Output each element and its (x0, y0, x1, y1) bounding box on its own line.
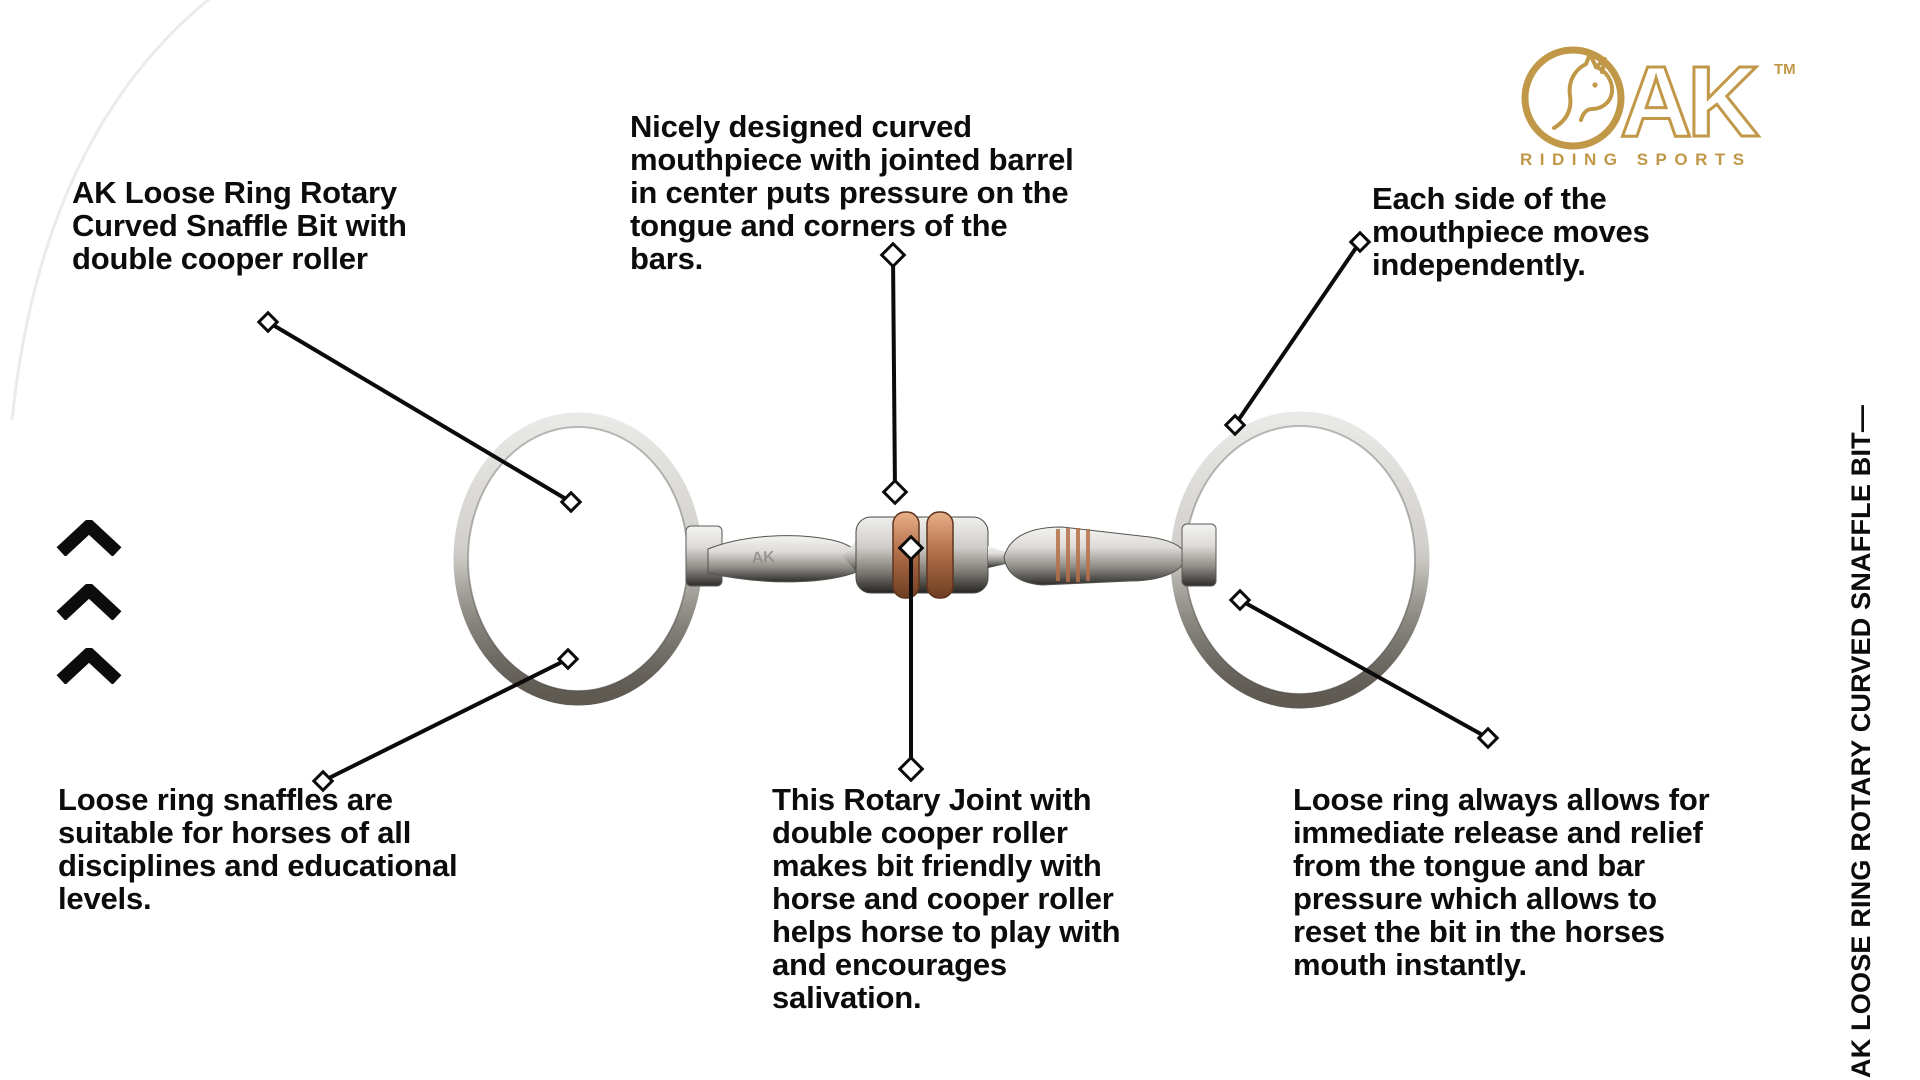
callout-line-text: mouthpiece with jointed barrel (630, 142, 1074, 177)
callout-line-text: AK Loose Ring Rotary (72, 175, 397, 210)
callout-bottom-right (1293, 783, 1709, 981)
callout-line-text: Nicely designed curved (630, 109, 972, 144)
callout-line-text: This Rotary Joint with (772, 782, 1092, 817)
callout-line-text: makes bit friendly with (772, 848, 1102, 883)
left-ring (461, 420, 695, 698)
brand-logo (1516, 34, 1806, 174)
left-arm (708, 536, 859, 582)
callout-bottom-left (58, 783, 457, 915)
diamond-marker (259, 313, 277, 331)
callout-line (893, 255, 895, 492)
right-sleeve (1182, 524, 1216, 586)
logo-brand-text: AK (1620, 46, 1755, 158)
callout-line-text: tongue and corners of the (630, 208, 1008, 243)
callout-line-text: reset the bit in the horses (1293, 914, 1665, 949)
logo-o-ring (1525, 50, 1621, 146)
callout-line-text: Loose ring always allows for (1293, 782, 1710, 817)
diamond-marker (1479, 729, 1497, 747)
logo-subtitle: RIDING SPORTS (1520, 150, 1752, 169)
callout-line-text: and encourages (772, 947, 1007, 982)
chevron-up-icon (56, 584, 122, 620)
horse-head-icon (1554, 54, 1612, 128)
callout-line-text: salivation. (772, 980, 922, 1015)
center-barrel (856, 517, 988, 593)
callout-line-text: in center puts pressure on the (630, 175, 1069, 210)
logo-trademark: TM (1774, 61, 1796, 78)
arm-engraving: AK (751, 548, 776, 567)
diamond-marker (559, 650, 577, 668)
callout-line (1240, 600, 1488, 738)
bit-image (461, 419, 1422, 701)
callout-line-text: immediate release and relief (1293, 815, 1703, 850)
callout-line (323, 659, 568, 781)
diamond-marker (900, 758, 923, 781)
callout-top-right (1372, 182, 1650, 281)
callout-line-text: Loose ring snaffles are (58, 782, 393, 817)
callout-line-text: horse and cooper roller (772, 881, 1114, 916)
callout-line-text: bars. (630, 241, 704, 276)
diamond-marker (562, 493, 580, 511)
chevron-up-icon (56, 520, 122, 556)
copper-roller-right (927, 512, 953, 598)
vertical-product-label: AK LOOSE RING ROTARY CURVED SNAFFLE BIT— (1846, 404, 1876, 1078)
callout-line-text: Curved Snaffle Bit with (72, 208, 407, 243)
chevron-group (56, 520, 122, 690)
diamond-marker (1231, 591, 1249, 609)
callout-top-center (630, 110, 1074, 275)
callout-line-text: pressure which allows to (1293, 881, 1657, 916)
callout-line (268, 322, 571, 502)
chevron-up-icon (56, 648, 122, 684)
callout-line (1235, 242, 1360, 425)
callout-line-text: double cooper roller (72, 241, 368, 276)
callout-top-left (72, 176, 407, 275)
callout-line-text: Each side of the (1372, 181, 1607, 216)
diamond-marker (884, 481, 907, 504)
callout-line-text: double cooper roller (772, 815, 1068, 850)
callout-line-text: independently. (1372, 247, 1586, 282)
callout-line-text: from the tongue and bar (1293, 848, 1645, 883)
callout-line-text: mouthpiece moves (1372, 214, 1650, 249)
callout-line-text: helps horse to play with (772, 914, 1121, 949)
callout-line-text: suitable for horses of all (58, 815, 412, 850)
callout-bottom-center (772, 783, 1120, 1014)
callout-line-text: levels. (58, 881, 152, 916)
callout-line-text: disciplines and educational (58, 848, 458, 883)
horse-eye (1592, 82, 1597, 87)
barrel-neck (988, 546, 1006, 568)
right-arm (1004, 527, 1185, 585)
callout-line-text: mouth instantly. (1293, 947, 1527, 982)
